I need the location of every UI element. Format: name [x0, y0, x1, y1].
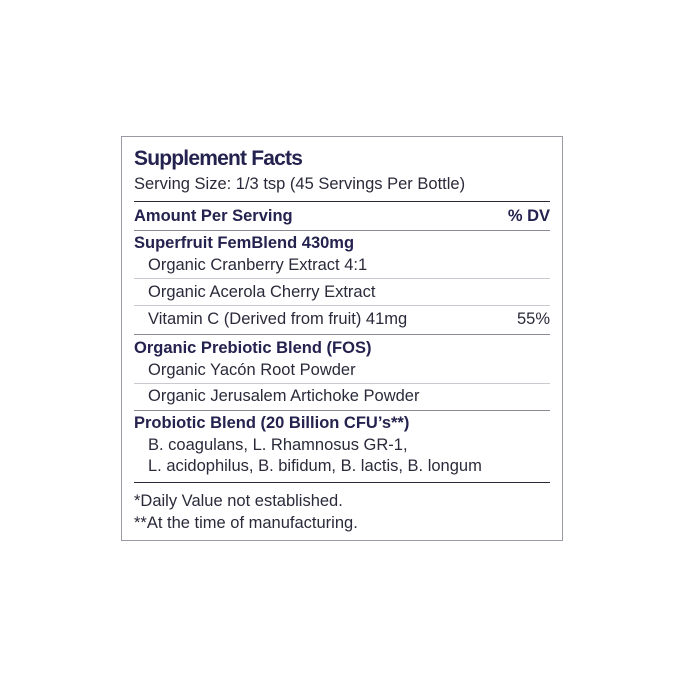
serving-size: Serving Size: 1/3 tsp (45 Servings Per Bottle)	[134, 175, 466, 193]
ingredient-name: Vitamin C (Derived from fruit) 41mg	[148, 310, 408, 328]
blend-name-superfruit: Superfruit FemBlend 430mg	[134, 234, 355, 252]
ingredient-dv: 55%	[516, 310, 550, 328]
ingredient-row	[148, 283, 550, 302]
divider	[134, 305, 550, 306]
column-header-row	[134, 207, 550, 226]
footnote: *Daily Value not established.	[134, 492, 343, 510]
supplement-facts-panel	[121, 136, 563, 541]
footnote: **At the time of manufacturing.	[134, 514, 358, 532]
divider	[134, 383, 550, 384]
divider	[134, 201, 550, 202]
ingredient-row	[148, 361, 550, 380]
divider	[134, 482, 550, 483]
panel-title: Supplement Facts	[134, 147, 303, 170]
ingredient-name: Organic Yacón Root Powder	[148, 361, 356, 379]
ingredient-name: Organic Jerusalem Artichoke Powder	[148, 387, 420, 405]
divider	[134, 334, 550, 335]
ingredient-line: B. coagulans, L. Rhamnosus GR-1,	[148, 436, 408, 454]
ingredient-row	[148, 387, 550, 406]
ingredient-name: Organic Acerola Cherry Extract	[148, 283, 376, 301]
ingredient-row	[148, 310, 550, 329]
divider	[134, 278, 550, 279]
blend-name-probiotic: Probiotic Blend (20 Billion CFU’s**)	[134, 414, 410, 432]
divider	[134, 410, 550, 411]
dv-header: % DV	[507, 207, 550, 225]
amount-per-serving-header: Amount Per Serving	[134, 207, 293, 225]
ingredient-name: Organic Cranberry Extract 4:1	[148, 256, 368, 274]
ingredient-row	[148, 256, 550, 275]
ingredient-line: L. acidophilus, B. bifidum, B. lactis, B. longum	[148, 457, 482, 475]
blend-name-prebiotic: Organic Prebiotic Blend (FOS)	[134, 339, 372, 357]
divider	[134, 230, 550, 231]
